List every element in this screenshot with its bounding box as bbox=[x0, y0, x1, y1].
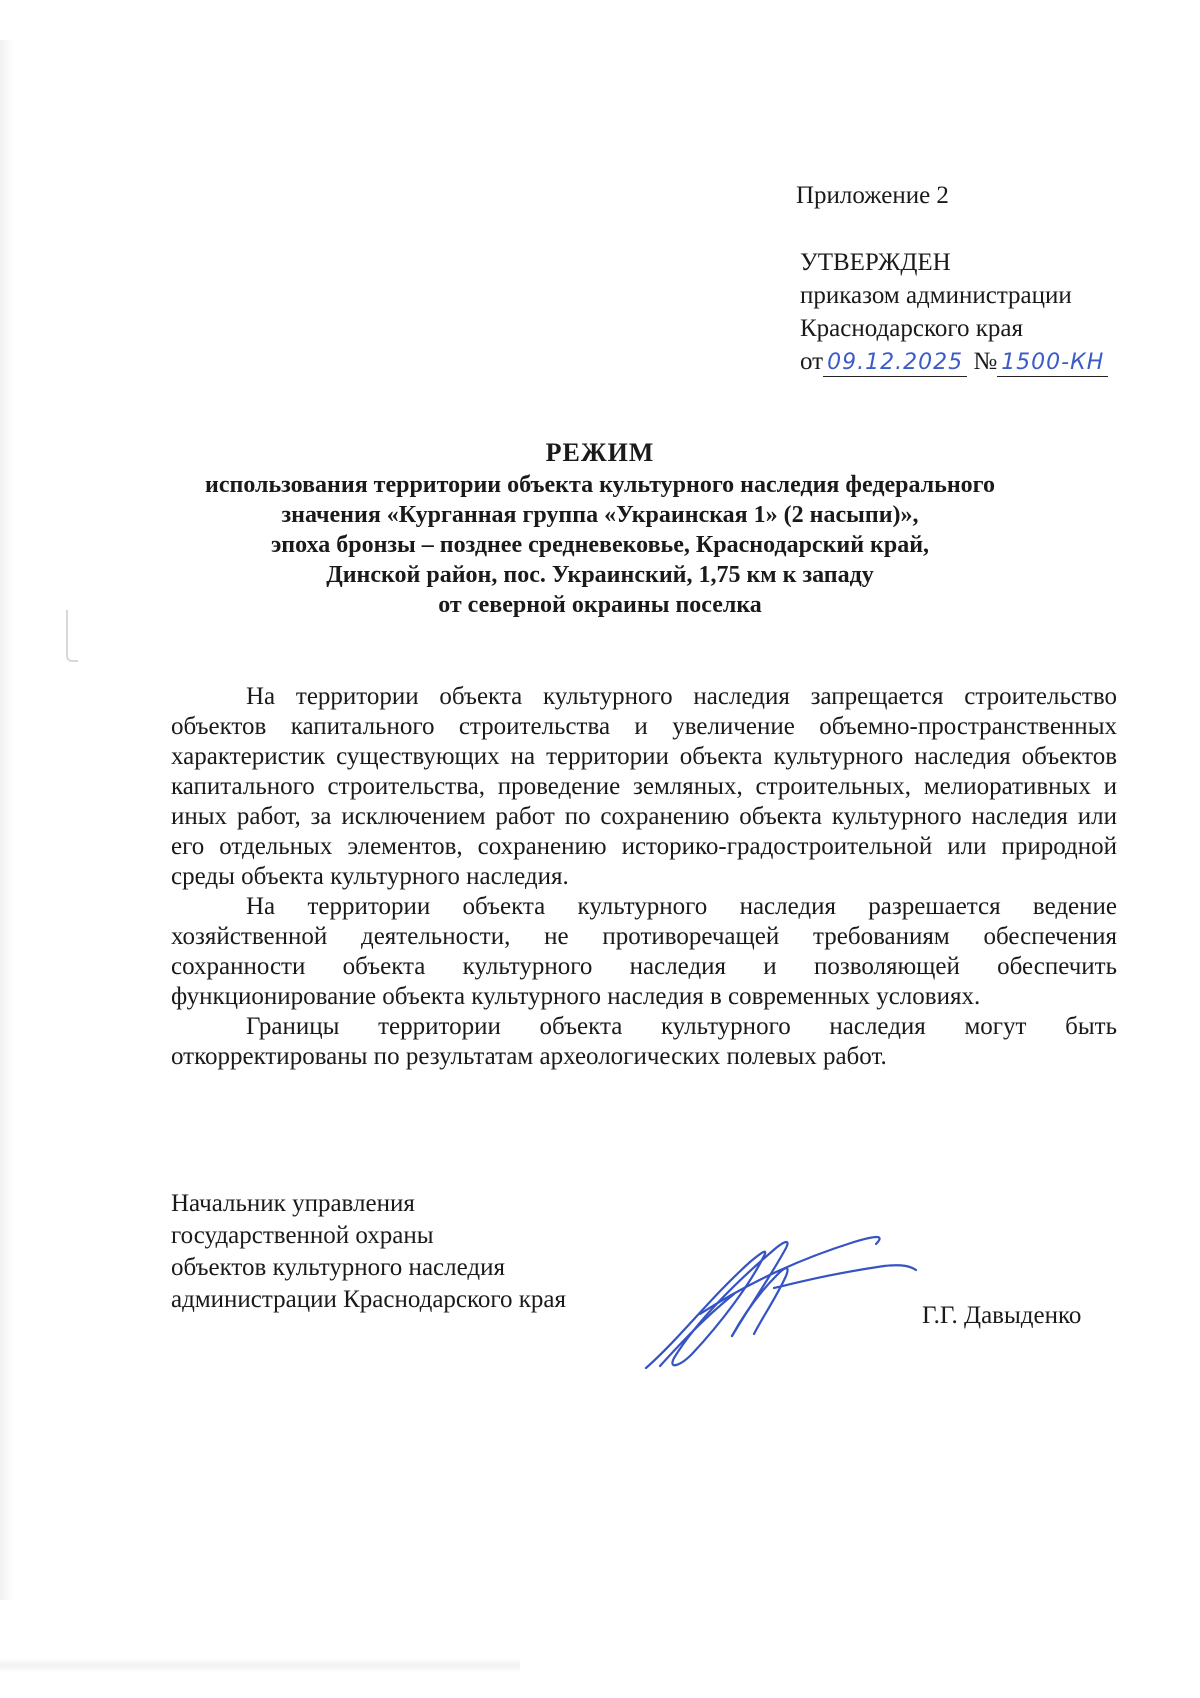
title-line: значения «Курганная группа «Украинская 1» (2 насыпи)», bbox=[281, 502, 919, 528]
scan-bottom-artifact bbox=[0, 1658, 520, 1672]
body-paragraph-boundaries: Границы территории объекта культурного наследия могут быть откорректированы по результатам археологических полевых работ. bbox=[171, 1013, 1117, 1070]
order-prefix: от bbox=[800, 348, 824, 375]
signer-position-line: Начальник управления bbox=[171, 1190, 415, 1217]
signer-name: Г.Г. Давыденко bbox=[922, 1302, 1082, 1329]
approval-line-approved: УТВЕРЖДЕН bbox=[800, 249, 951, 276]
scan-mark bbox=[66, 610, 78, 662]
order-date-handwritten: 09.12.2025 bbox=[823, 350, 967, 377]
order-line bbox=[800, 345, 1108, 378]
title-line: использования территории объекта культурного наследия федерального bbox=[205, 472, 995, 498]
scan-edge-shadow bbox=[0, 40, 14, 1600]
signer-position bbox=[171, 1188, 566, 1316]
signer-position-line: государственной охраны bbox=[171, 1222, 434, 1249]
title-line: эпоха бронзы – позднее средневековье, Краснодарский край, bbox=[270, 532, 930, 558]
order-number-sign: № bbox=[973, 348, 998, 375]
document-body bbox=[171, 682, 1117, 1072]
title-main: РЕЖИМ bbox=[545, 438, 655, 467]
approval-line-order-of: приказом администрации bbox=[800, 282, 1072, 309]
document-title bbox=[150, 438, 1050, 620]
signer-position-line: администрации Краснодарского края bbox=[171, 1286, 567, 1313]
body-paragraph-permissions: На территории объекта культурного наследия разрешается ведение хозяйственной деятельности, не противоречащей требованиям обеспечения сохранности объекта культурного наследия и позволяющей обеспечить функционирование объекта культурного наследия в современных условиях. bbox=[171, 893, 1117, 1010]
title-line: от северной окраины поселка bbox=[438, 592, 762, 618]
signer-position-line: объектов культурного наследия bbox=[171, 1254, 505, 1281]
approval-line-region: Краснодарского края bbox=[800, 315, 1023, 342]
handwritten-signature bbox=[640, 1218, 920, 1378]
order-number-handwritten: 1500-КН bbox=[997, 350, 1108, 377]
appendix-label: Приложение 2 bbox=[796, 182, 949, 209]
title-line: Динской район, пос. Украинский, 1,75 км к западу bbox=[326, 562, 874, 588]
approval-block bbox=[800, 246, 1108, 378]
body-paragraph-prohibitions: На территории объекта культурного наследия запрещается строительство объектов капитального строительства и увеличение объемно-пространственных характеристик существующих на территории объекта культурного наследия объектов капитального строительства, проведение земляных, строительных, мелиоративных и иных работ, за исключением работ по сохранению объекта культурного наследия или его отдельных элементов, сохранению историко-градостроительной или природной среды объекта культурного наследия. bbox=[171, 683, 1117, 890]
